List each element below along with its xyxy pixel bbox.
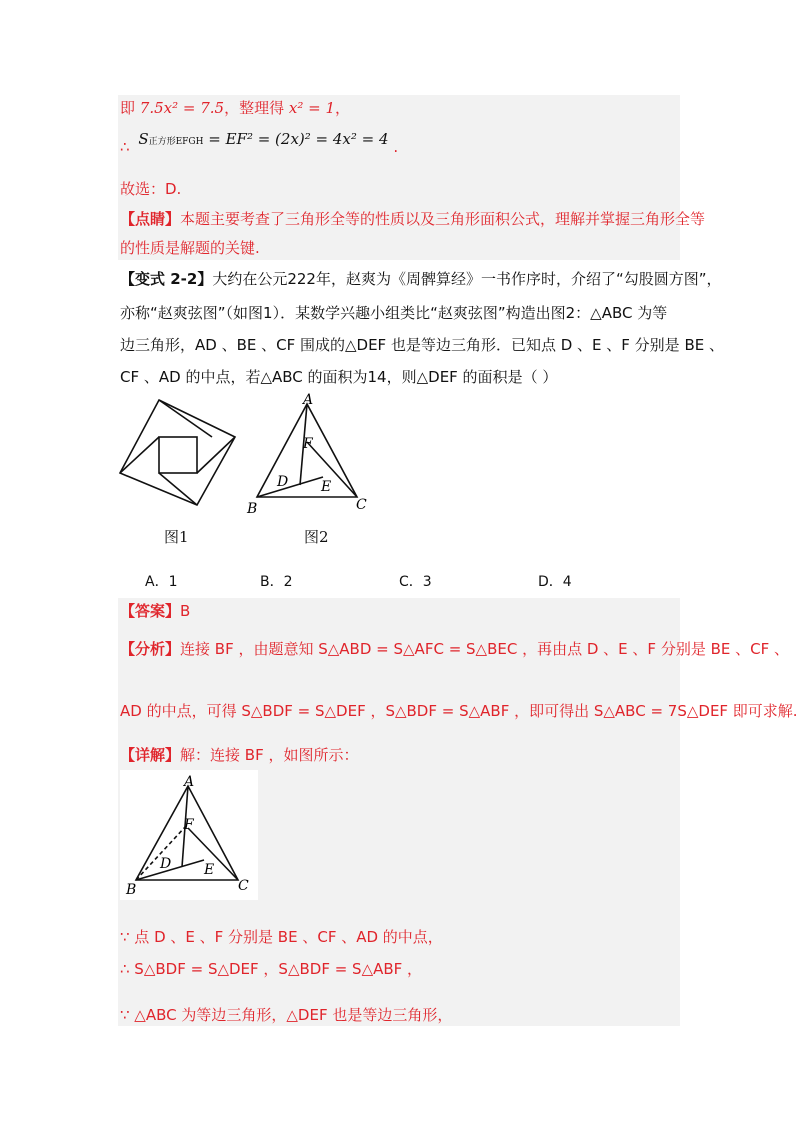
- problem-line-4: CF 、AD 的中点，若△ABC 的面积为14，则△DEF 的面积是（ ）: [120, 368, 558, 386]
- because-line-1: ∵ 点 D 、E 、F 分别是 BE 、CF 、AD 的中点，: [120, 928, 443, 946]
- option-a: A．1: [145, 574, 178, 590]
- equation-line-2: ∴ S正方形EFGH = EF² = (2x)² = 4x² = 4 .: [120, 130, 399, 156]
- solution-label-b: B: [126, 882, 137, 898]
- label-d: D: [277, 474, 289, 490]
- solution-label-e: E: [204, 862, 215, 878]
- option-b: B．2: [260, 574, 293, 590]
- label-c: C: [356, 497, 367, 513]
- option-c: C．3: [399, 574, 432, 590]
- comment-line-2: 的性质是解题的关键.: [120, 239, 260, 257]
- option-d: D．4: [538, 574, 572, 590]
- analysis-line-2: AD 的中点，可得 S△BDF = S△DEF ，S△BDF = S△ABF ，即可得出 S△ABC = 7S△DEF 即可求解.: [120, 702, 798, 720]
- inner-line-3: [159, 473, 197, 505]
- inner-line-4: [120, 437, 159, 473]
- analysis-line-1: 【分析】连接 BF ，由题意知 S△ABD = S△AFC = S△BEC ，再由点 D 、E 、F 分别是 BE 、CF 、: [120, 640, 789, 658]
- problem-line-2: 亦称“赵爽弦图”（如图1）．某数学兴趣小组类比“赵爽弦图”构造出图2：△ABC 为等: [120, 304, 668, 322]
- figure-2-triangle: [245, 392, 375, 517]
- inner-square: [159, 437, 197, 473]
- solution-label-a: A: [184, 774, 195, 790]
- problem-line-1: 【变式 2-2】大约在公元222年，赵爽为《周髀算经》一书作序时，介绍了“勾股圆方图”，: [120, 270, 722, 288]
- solution-label-f: F: [184, 817, 194, 833]
- figure-2-caption: 图2: [304, 528, 329, 546]
- answer-line: 【答案】B: [120, 602, 191, 620]
- problem-line-3: 边三角形，AD 、BE 、CF 围成的△DEF 也是等边三角形．已知点 D 、E 、F 分别是 BE 、: [120, 336, 724, 354]
- because-line-2: ∵ △ABC 为等边三角形，△DEF 也是等边三角形，: [120, 1006, 453, 1024]
- figure-1-zhao-shuang-diagram: [115, 395, 240, 510]
- answer-choice-line: 故选：D.: [120, 180, 182, 198]
- solution-figure-triangle: [120, 770, 258, 900]
- inner-line-1: [159, 400, 212, 437]
- label-e: E: [321, 479, 332, 495]
- label-a: A: [303, 392, 314, 408]
- therefore-line-1: ∴ S△BDF = S△DEF ，S△BDF = S△ABF ，: [120, 960, 423, 978]
- solution-label-c: C: [238, 878, 249, 894]
- label-f: F: [303, 436, 313, 452]
- detail-line-1: 【详解】解：连接 BF ，如图所示：: [120, 746, 359, 764]
- figure-1-caption: 图1: [164, 528, 189, 546]
- solution-label-d: D: [160, 856, 172, 872]
- shaded-block-top: [118, 95, 680, 260]
- equation-line-1: 即 7.5x² = 7.5，整理得 x² = 1，: [120, 99, 351, 117]
- comment-line-1: 【点睛】本题主要考查了三角形全等的性质以及三角形面积公式，理解并掌握三角形全等: [120, 210, 706, 228]
- label-b: B: [247, 501, 258, 517]
- inner-line-2: [197, 437, 235, 473]
